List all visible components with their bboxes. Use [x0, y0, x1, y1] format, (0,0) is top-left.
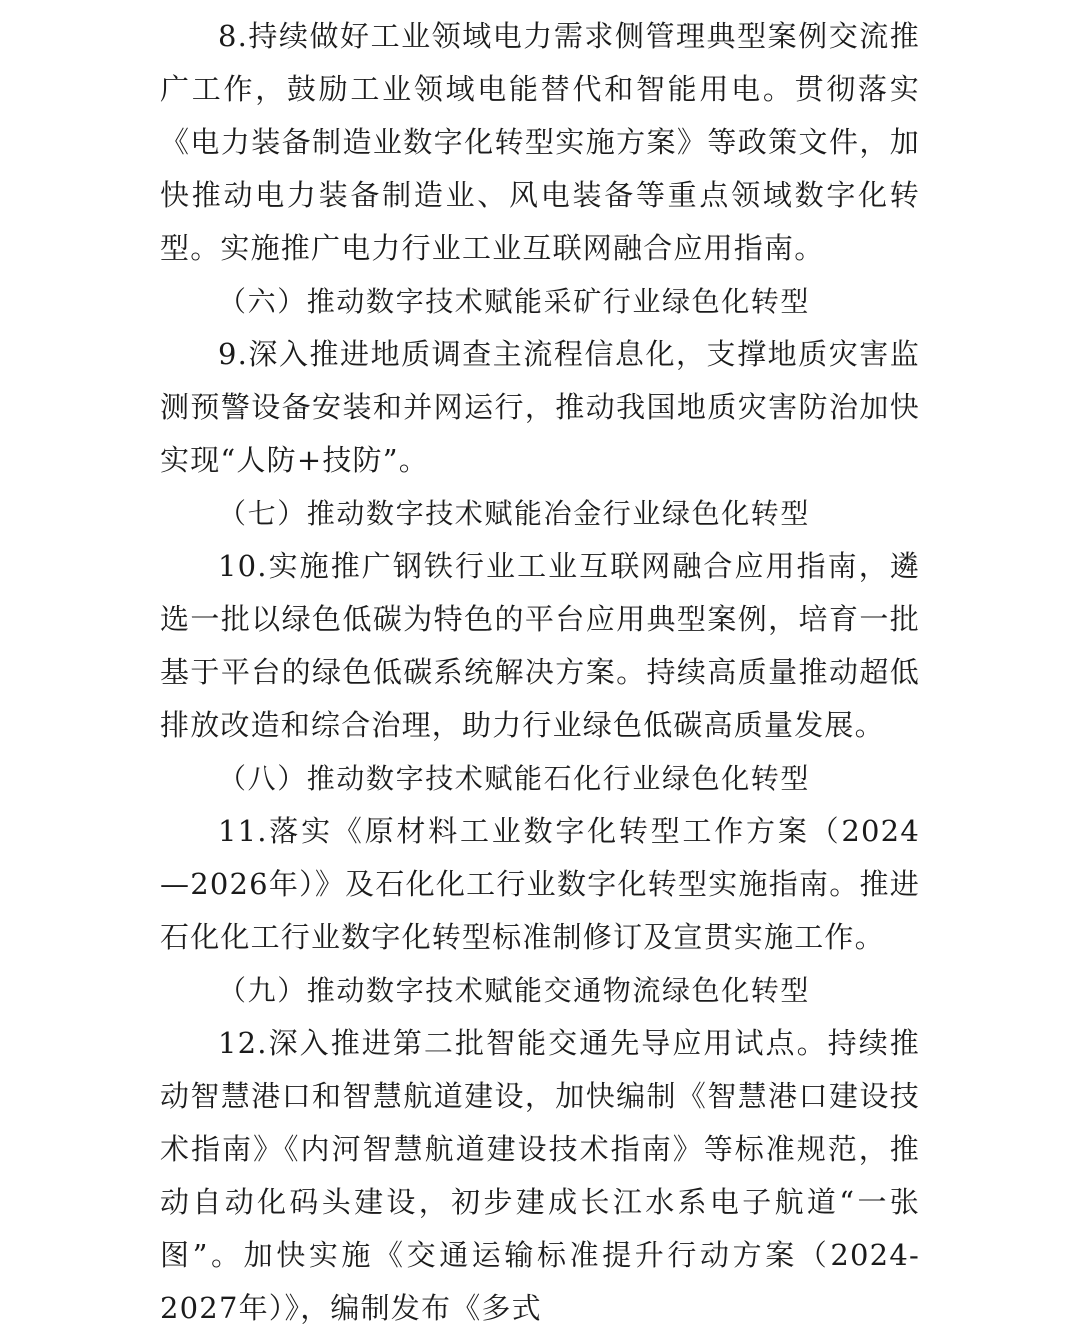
paragraph-10: 10.实施推广钢铁行业工业互联网融合应用指南，遴选一批以绿色低碳为特色的平台应用典型案例，培育一批基于平台的绿色低碳系统解决方案。持续高质量推动超低排放改造和综合治理，助力行业绿色低碳高质量发展。: [160, 549, 920, 742]
document-body: [160, 10, 920, 1335]
section-heading-6: （六）推动数字技术赋能采矿行业绿色化转型: [218, 285, 811, 318]
paragraph-11: 11.落实《原材料工业数字化转型工作方案（2024—2026年）》及石化化工行业数字化转型实施指南。推进石化化工行业数字化转型标准制修订及宣贯实施工作。: [160, 814, 920, 954]
paragraph-12: 12.深入推进第二批智能交通先导应用试点。持续推动智慧港口和智慧航道建设，加快编制《智慧港口建设技术指南》《内河智慧航道建设技术指南》等标准规范，推动自动化码头建设，初步建成长江水系电子航道“一张图”。加快实施《交通运输标准提升行动方案（2024-2027年）》，编制发布《多式: [160, 1026, 920, 1325]
section-heading-9: （九）推动数字技术赋能交通物流绿色化转型: [218, 974, 811, 1007]
section-heading-8: （八）推动数字技术赋能石化行业绿色化转型: [218, 762, 811, 795]
paragraph-9: 9.深入推进地质调查主流程信息化，支撑地质灾害监测预警设备安装和并网运行，推动我国地质灾害防治加快实现“人防+技防”。: [160, 337, 920, 477]
paragraph-8: 8.持续做好工业领域电力需求侧管理典型案例交流推广工作，鼓励工业领域电能替代和智能用电。贯彻落实《电力装备制造业数字化转型实施方案》等政策文件，加快推动电力装备制造业、风电装备等重点领域数字化转型。实施推广电力行业工业互联网融合应用指南。: [160, 19, 920, 265]
section-heading-7: （七）推动数字技术赋能冶金行业绿色化转型: [218, 497, 811, 530]
